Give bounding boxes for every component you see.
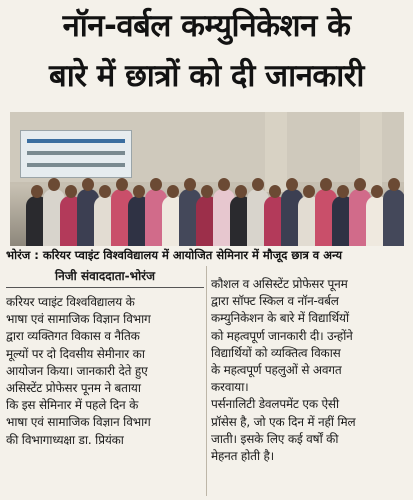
person-head [269, 185, 281, 198]
headline-line-2: बारे में छात्रों को दी जानकारी [49, 58, 364, 94]
person-head [184, 178, 196, 191]
person-head [354, 178, 366, 191]
person-head [337, 185, 349, 198]
person-head [371, 185, 383, 198]
column-divider [206, 266, 207, 496]
person-head [65, 185, 77, 198]
person-head [388, 178, 400, 191]
person-head [133, 185, 145, 198]
group-photo [10, 112, 404, 246]
photo-caption: भोरंज : करियर प्वाइंट विश्वविद्यालय में आयोजित सेमिनार में मौजूद छात्र व अन्य [6, 248, 343, 262]
person-head [31, 185, 43, 198]
person-head [99, 185, 111, 198]
person-head [320, 178, 332, 191]
person-head [150, 178, 162, 191]
person-head [303, 185, 315, 198]
article-text-right: कौशल व असिस्टेंट प्रोफेसर पूनम द्वारा सॉफ्ट स्किल व नॉन-वर्बल कम्युनिकेशन के बारे में विद्यार्थियों को महत्वपूर्ण जानकारी दी। उन्होंने विद्यार्थियों को व्यक्तित्व विकास के महत्वपूर्ण पहलुओं से अवगत करवाया। पर्सनालिटी डेवलपमेंट एक ऐसी प्रॉसेस है, जो एक दिन में नहीं मिल जाती। इसके लिए कई वर्षों की मेहनत होती है। [211, 277, 356, 464]
person-head [116, 178, 128, 191]
article-text-left: करियर प्वाइंट विश्वविद्यालय के भाषा एवं सामाजिक विज्ञान विभाग द्वारा व्यक्तिगत विकास व नैतिक मूल्यों पर दो दिवसीय सेमीनार का आयोजन किया। जानकारी देते हुए असिस्टेंट प्रोफेसर पूनम ने बताया कि इस सेमिनार में पहले दिन के भाषा एवं सामाजिक विज्ञान विभाग की विभागाध्यक्षा डा. प्रियंका [6, 295, 151, 447]
person-head [252, 178, 264, 191]
article-right-column [211, 276, 409, 465]
person-head [167, 185, 179, 198]
article-left-column [6, 268, 204, 449]
byline: निजी संवाददाता-भोरंज [6, 268, 204, 288]
person-head [218, 178, 230, 191]
person-silhouette [383, 189, 404, 246]
headline-line-1: नॉन-वर्बल कम्युनिकेशन के [62, 8, 351, 44]
people-group [22, 168, 394, 246]
person-head [82, 178, 94, 191]
person-head [48, 178, 60, 191]
person-head [286, 178, 298, 191]
person-head [235, 185, 247, 198]
person-head [201, 185, 213, 198]
